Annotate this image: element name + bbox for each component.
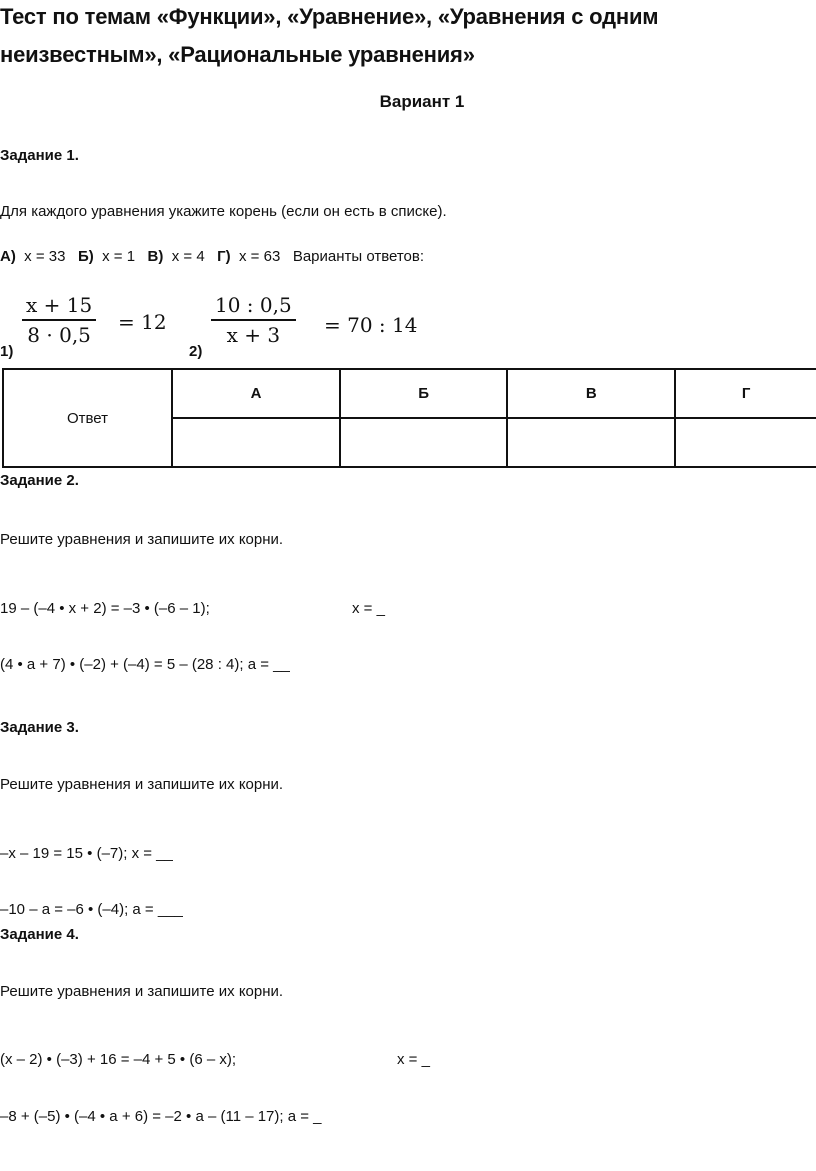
page-title-line-1: Тест по темам «Функции», «Уравнение», «Уравнения с одним (0, 4, 659, 29)
task-2-equation-2: (4 • a + 7) • (–2) + (–4) = 5 – (28 : 4); a = __ (0, 656, 290, 673)
answer-cell-v[interactable] (507, 418, 675, 467)
option-a-value: x = 33 (24, 248, 66, 265)
task-2-equation-1: 19 – (–4 • x + 2) = –3 • (–6 – 1); (0, 600, 210, 617)
task-4-heading: Задание 4. (0, 926, 79, 943)
answer-header-a: А (172, 369, 340, 418)
page-title-line-2: неизвестным», «Рациональные уравнения» (0, 42, 475, 67)
equation-2-label: 2) (189, 343, 203, 360)
variant-heading: Вариант 1 (379, 92, 465, 111)
equation-2-fraction (211, 293, 296, 347)
option-c-value: x = 4 (171, 248, 205, 265)
task-3-equation-2: –10 – a = –6 • (–4); a = ___ (0, 901, 183, 918)
task-4-equation-2: –8 + (–5) • (–4 • a + 6) = –2 • a – (11 – 17); a = _ (0, 1108, 322, 1125)
task-4-equation-1: (x – 2) • (–3) + 16 = –4 + 5 • (6 – x); (0, 1051, 237, 1068)
answer-header-v: В (507, 369, 675, 418)
answer-row-label: Ответ (3, 369, 172, 467)
task-2-equation-1-answer: x = _ (352, 600, 385, 617)
option-d-letter: Г) (217, 248, 231, 265)
task-3-heading: Задание 3. (0, 719, 79, 736)
answer-header-g: Г (675, 369, 816, 418)
equation-1-label: 1) (0, 343, 14, 360)
answer-header-b: Б (340, 369, 507, 418)
option-d-value: x = 63 (239, 248, 281, 265)
options-label: Варианты ответов: (292, 248, 425, 265)
equation-1-denominator: 8 · 0,5 (22, 319, 96, 347)
equation-1-numerator: x + 15 (26, 293, 93, 317)
option-c-letter: В) (147, 248, 164, 265)
task-1-heading: Задание 1. (0, 147, 79, 164)
option-b-value: x = 1 (102, 248, 136, 265)
equation-1-fraction (22, 293, 96, 347)
task-1-instruction: Для каждого уравнения укажите корень (если он есть в списке). (0, 203, 447, 220)
answer-cell-b[interactable] (340, 418, 507, 467)
answer-table (2, 368, 816, 468)
answer-cell-g[interactable] (675, 418, 816, 467)
option-a-letter: А) (0, 248, 16, 265)
equation-2-rhs: = 70 : 14 (324, 313, 418, 337)
answer-cell-a[interactable] (172, 418, 340, 467)
option-b-letter: Б) (77, 248, 94, 265)
task-4-instruction: Решите уравнения и запишите их корни. (0, 983, 284, 1000)
equation-2-denominator: x + 3 (211, 319, 296, 347)
equation-1-rhs: = 12 (118, 310, 167, 334)
task-3-instruction: Решите уравнения и запишите их корни. (0, 776, 284, 793)
task-3-equation-1: –x – 19 = 15 • (–7); x = __ (0, 845, 173, 862)
task-2-heading: Задание 2. (0, 472, 79, 489)
task-2-instruction: Решите уравнения и запишите их корни. (0, 531, 284, 548)
task-1-options (0, 248, 424, 265)
task-4-equation-1-answer: x = _ (397, 1051, 430, 1068)
equation-2-numerator: 10 : 0,5 (215, 293, 292, 317)
